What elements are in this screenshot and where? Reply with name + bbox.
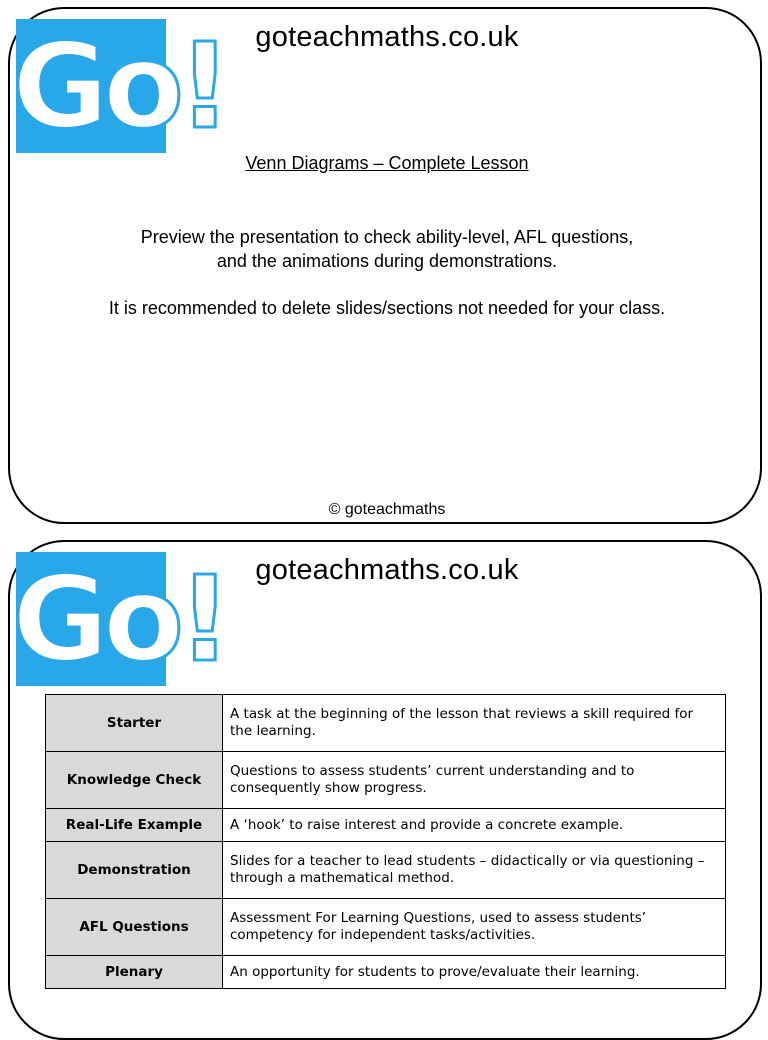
table-row: [46, 842, 726, 899]
table-row: [46, 809, 726, 842]
recommendation-note: It is recommended to delete slides/sections not needed for your class.: [108, 298, 666, 318]
legend-slide: [8, 540, 762, 1040]
table-row: [46, 695, 726, 752]
table-row: [46, 899, 726, 956]
site-title: goteachmaths.co.uk: [255, 21, 519, 53]
site-title: goteachmaths.co.uk: [255, 554, 519, 586]
term-cell: Knowledge Check: [46, 752, 223, 809]
term-cell: Demonstration: [46, 842, 223, 899]
preview-note-line-2: and the animations during demonstrations.: [216, 251, 558, 271]
svg-text:Go!: Go!: [12, 17, 226, 155]
lesson-title: Venn Diagrams – Complete Lesson: [245, 153, 529, 173]
svg-text:Go!: Go!: [12, 550, 226, 688]
term-cell: AFL Questions: [46, 899, 223, 956]
term-cell: Real-Life Example: [46, 809, 223, 842]
description-cell: A ‘hook’ to raise interest and provide a concrete example.: [223, 809, 726, 842]
preview-note: [10, 225, 764, 273]
copyright: © goteachmaths: [328, 501, 446, 518]
term-cell: Starter: [46, 695, 223, 752]
preview-note-line-1: Preview the presentation to check ability-level, AFL questions,: [140, 227, 634, 247]
title-slide: [8, 7, 762, 524]
description-cell: Assessment For Learning Questions, used to assess students’ competency for independent tasks/activities.: [223, 899, 726, 956]
lesson-section-legend-table: [45, 694, 726, 989]
description-cell: Questions to assess students’ current understanding and to consequently show progress.: [223, 752, 726, 809]
description-cell: An opportunity for students to prove/evaluate their learning.: [223, 956, 726, 989]
description-cell: A task at the beginning of the lesson that reviews a skill required for the learning.: [223, 695, 726, 752]
table-row: [46, 956, 726, 989]
term-cell: Plenary: [46, 956, 223, 989]
table-row: [46, 752, 726, 809]
description-cell: Slides for a teacher to lead students – didactically or via questioning – through a mathematical method.: [223, 842, 726, 899]
